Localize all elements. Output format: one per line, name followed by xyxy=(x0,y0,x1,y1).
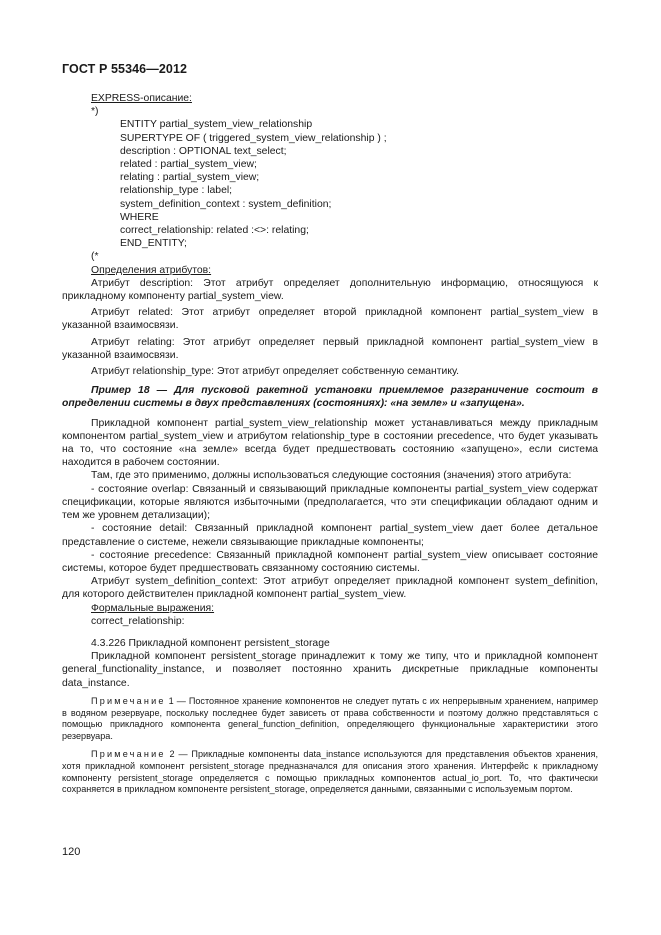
express-code-block xyxy=(62,118,598,250)
bullet-item: - состояние overlap: Связанный и связывающий прикладные компоненты partial_system_view содержат спецификации, которые являются избыточными (предполагается, что эти спецификации обладают одним и тем же уровнем детализации); xyxy=(62,483,598,522)
express-open: *) xyxy=(91,106,99,118)
section-text: Прикладной компонент persistent_storage принадлежит к тому же типу, что и прикладной компонент general_functionality_instance, и позволяет постоянно хранить дискретные прикладные компоненты data_instance. xyxy=(62,651,598,689)
note-text: Прикладные компоненты data_instance используются для представления объектов хранения, хотя прикладной компонент persistent_storage предназначался для описания этого хранения. Интерфейс к прикладному компоненту persistent_storage определяется с помощью прикладных компонентов actual_io_port. То, что фактически сохраняется в прикладном компоненте persistent_storage, определяется данными, связанными с используемым портом. xyxy=(62,748,598,795)
note xyxy=(62,749,598,796)
body-paragraph: Атрибут system_definition_context: Этот атрибут определяет прикладной компонент system_definition, для которого действителен прикладной компонент partial_system_view. xyxy=(62,576,598,601)
page-content xyxy=(62,92,598,796)
attribute-definition: Атрибут description: Этот атрибут определяет дополнительную информацию, относящуюся к прикладному компоненту partial_system_view. xyxy=(62,277,598,303)
code-line: relating : partial_system_view; xyxy=(120,172,260,184)
body-paragraph: Прикладной компонент partial_system_view_relationship может устанавливаться между прикладным компонентом partial_system_view и атрибутом relationship_type в состоянии precedence, что будет указывать на то, что состояние «на земле» всегда будет предшествовать состоянию «запущено», если система находится в рабочем состоянии. xyxy=(62,417,598,469)
attribute-definition: Атрибут related: Этот атрибут определяет второй прикладной компонент partial_system_view в указанной взаимосвязи. xyxy=(62,307,598,332)
attribute-definition: Атрибут relationship_type: Этот атрибут определяет собственную семантику. xyxy=(91,366,460,378)
body-paragraph: Там, где это применимо, должны использоваться следующие состояния (значения) этого атрибута: xyxy=(91,470,572,482)
code-line: SUPERTYPE OF ( triggered_system_view_relationship ) ; xyxy=(120,132,387,144)
code-line: system_definition_context : system_definition; xyxy=(120,198,332,210)
code-line: description : OPTIONAL text_select; xyxy=(120,145,287,157)
note-dash: — xyxy=(178,748,188,759)
code-line: relationship_type : label; xyxy=(120,185,233,197)
example-text: Пример 18 — Для пусковой ракетной установки приемлемое разграничение состоит в определении системы в двух представлениях (состояниях): «на земле» и «запущена». xyxy=(62,385,598,410)
note-label: Примечание xyxy=(91,748,166,759)
express-heading: EXPRESS-описание: xyxy=(91,93,192,104)
formal-heading: Формальные выражения: xyxy=(91,602,215,614)
attribute-definition: Атрибут relating: Этот атрибут определяет первый прикладной компонент partial_system_view в указанной взаимосвязи. xyxy=(62,336,598,361)
note-number: 2 xyxy=(169,748,175,759)
attributes-heading: Определения атрибутов: xyxy=(91,264,212,276)
code-line: related : partial_system_view; xyxy=(120,159,257,171)
bullet-item: - состояние detail: Связанный прикладной компонент partial_system_view дает более детальное представление о системе, нежели связывающие прикладные компоненты; xyxy=(62,523,598,548)
formal-item: correct_relationship: xyxy=(91,615,185,627)
code-line: ENTITY partial_system_view_relationship xyxy=(120,119,313,131)
code-line: correct_relationship: related :<>: relating; xyxy=(120,225,309,237)
express-close: (* xyxy=(91,251,99,263)
section-title: 4.3.226 Прикладной компонент persistent_storage xyxy=(91,637,330,649)
bullet-item: - состояние precedence: Связанный прикладной компонент partial_system_view описывает состояние системы, которое будет предшествовать связанному состоянию системы. xyxy=(62,549,598,574)
page-number: 120 xyxy=(62,846,81,858)
note-number: 1 xyxy=(168,695,174,706)
code-line: WHERE xyxy=(120,211,159,223)
note xyxy=(62,696,598,743)
note-label: Примечание xyxy=(91,695,166,706)
document-id: ГОСТ Р 55346—2012 xyxy=(62,62,188,76)
code-line: END_ENTITY; xyxy=(120,238,187,250)
note-text: Постоянное хранение компонентов не следует путать с их непрерывным хранением, например в водяном резервуаре, поскольку последнее будет зависеть от права собственности и поэтому должно представляться с помощью прикладного компонента general_function_definition, определяющего функциональные характеристики этого резервуара. xyxy=(62,695,599,742)
note-dash: — xyxy=(176,695,186,706)
